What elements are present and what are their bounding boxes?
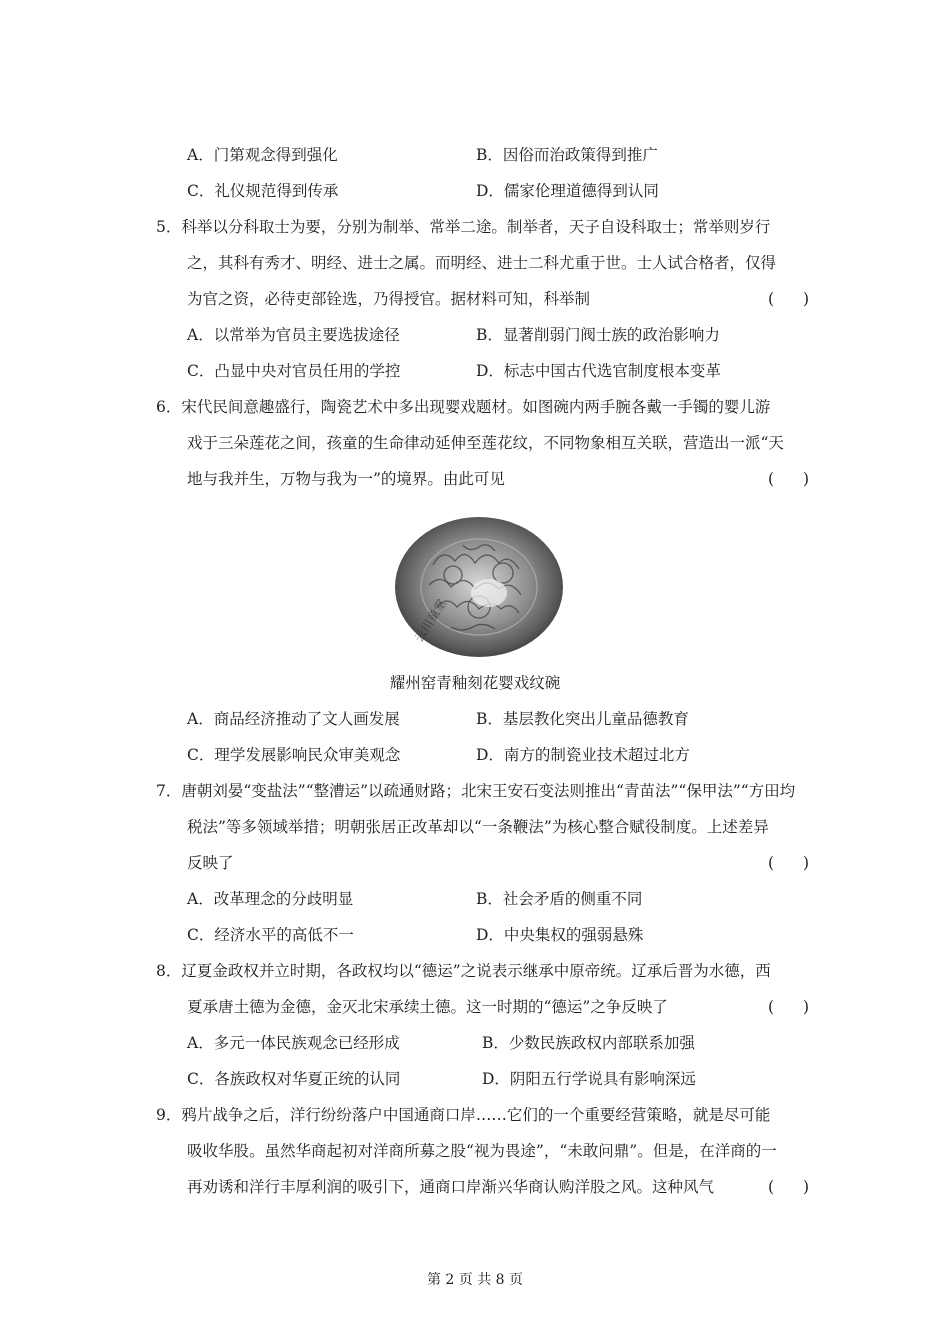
q4-option-b: B．因俗而治政策得到推广: [476, 146, 658, 164]
q5-option-d: D．标志中国古代选官制度根本变革: [476, 362, 721, 380]
q7-option-a: A．改革理念的分歧明显: [187, 890, 354, 908]
q6-option-c: C．理学发展影响民众审美观念: [187, 746, 401, 764]
q5-stem-line-1: 5．科举以分科取士为要，分别为制举、常举二途。制举者，天子自设科取士；常举则岁行: [156, 218, 771, 236]
q8-stem-line-1: 8．辽夏金政权并立时期，各政权均以“德运”之说表示继承中原帝统。辽承后晋为水德，西: [156, 962, 771, 980]
q5-option-a: A．以常举为官员主要选拔途径: [187, 326, 400, 344]
q8-option-a: A．多元一体民族观念已经形成: [187, 1034, 400, 1052]
q7-answer-paren: ( ): [768, 854, 822, 872]
q5-stem-line-3: 为官之资，必待吏部铨选，乃得授官。据材料可知，科举制: [187, 290, 591, 308]
bowl-illustration: [393, 515, 565, 665]
q9-answer-paren: ( ): [768, 1178, 822, 1196]
q4-option-c: C．礼仪规范得到传承: [187, 182, 339, 200]
q6-answer-paren: ( ): [768, 470, 822, 488]
q8-stem-line-2: 夏承唐土德为金德，金灭北宋承续土德。这一时期的“德运”之争反映了: [187, 998, 668, 1016]
q9-stem-line-1: 9．鸦片战争之后，洋行纷纷落户中国通商口岸……它们的一个重要经营策略，就是尽可能: [156, 1106, 771, 1124]
q5-option-c: C．凸显中央对官员任用的学控: [187, 362, 401, 380]
q7-option-b: B．社会矛盾的侧重不同: [476, 890, 643, 908]
q6-stem-line-1: 6．宋代民间意趣盛行，陶瓷艺术中多出现婴戏题材。如图碗内两手腕各戴一手镯的婴儿游: [156, 398, 771, 416]
q5-stem-line-2: 之，其科有秀才、明经、进士之属。而明经、进士二科尤重于世。士人试合格者，仅得: [187, 254, 777, 272]
q8-option-b: B．少数民族政权内部联系加强: [482, 1034, 695, 1052]
q6-option-d: D．南方的制瓷业技术超过北方: [476, 746, 690, 764]
q8-answer-paren: ( ): [768, 998, 822, 1016]
watermark-text: 云川童堂: [411, 596, 449, 645]
q7-stem-line-3: 反映了: [187, 854, 234, 872]
q8-option-c: C．各族政权对华夏正统的认同: [187, 1070, 401, 1088]
q7-stem-line-1: 7．唐朝刘晏“变盐法”“整漕运”以疏通财路；北宋王安石变法则推出“青苗法”“保甲法”“方田均: [156, 782, 796, 800]
q7-stem-line-2: 税法”等多领域举措；明朝张居正改革却以“一条鞭法”为核心整合赋役制度。上述差异: [187, 818, 769, 836]
q4-option-a: A．门第观念得到强化: [187, 146, 338, 164]
q6-option-a: A．商品经济推动了文人画发展: [187, 710, 400, 728]
q5-answer-paren: ( ): [768, 290, 822, 308]
q9-stem-line-2: 吸收华股。虽然华商起初对洋商所募之股“视为畏途”，“未敢问鼎”。但是，在洋商的一: [187, 1142, 777, 1160]
q9-stem-line-3: 再劝诱和洋行丰厚利润的吸引下，通商口岸渐兴华商认购洋股之风。这种风气: [187, 1178, 715, 1196]
q7-option-d: D．中央集权的强弱悬殊: [476, 926, 644, 944]
q6-stem-line-3: 地与我并生，万物与我为一”的境界。由此可见: [187, 470, 505, 488]
q6-stem-line-2: 戏于三朵莲花之间，孩童的生命律动延伸至莲花纹，不同物象相互关联，营造出一派“天: [187, 434, 784, 452]
q7-option-c: C．经济水平的高低不一: [187, 926, 354, 944]
page-number-footer: 第 2 页 共 8 页: [426, 1272, 524, 1288]
q6-option-b: B．基层教化突出儿童品德教育: [476, 710, 689, 728]
q5-option-b: B．显著削弱门阀士族的政治影响力: [476, 326, 720, 344]
image-caption: 耀州窑青釉刻花婴戏纹碗: [389, 674, 561, 692]
q8-option-d: D．阴阳五行学说具有影响深远: [482, 1070, 696, 1088]
q4-option-d: D．儒家伦理道德得到认同: [476, 182, 659, 200]
bowl-image: [393, 515, 565, 665]
